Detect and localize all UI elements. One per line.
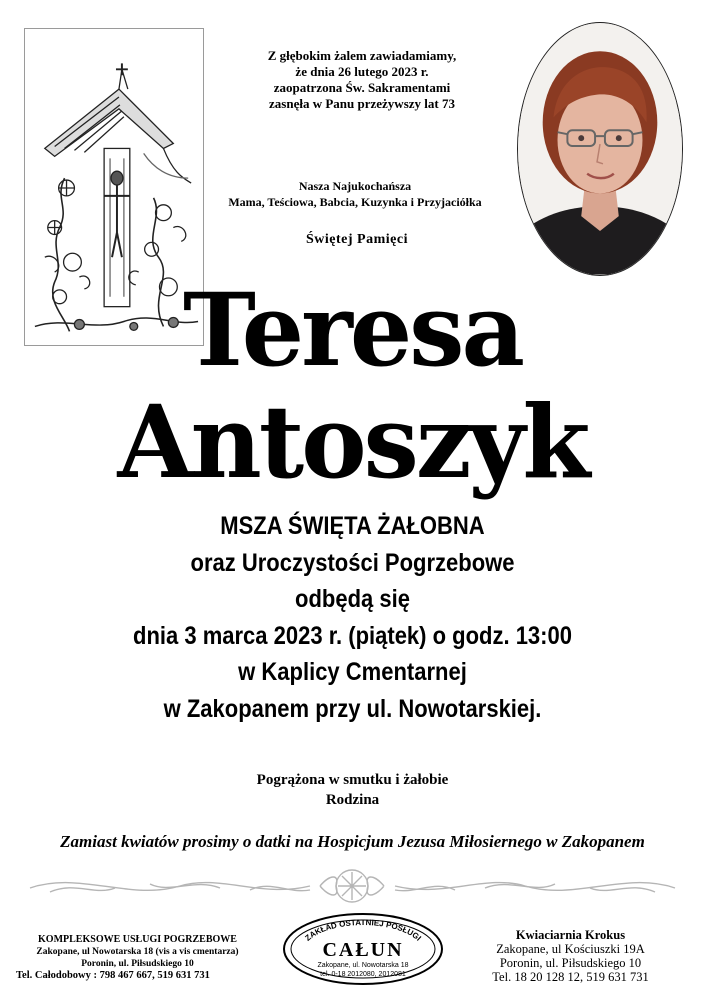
portrait-icon bbox=[518, 23, 682, 275]
service-line: dnia 3 marca 2023 r. (piątek) o godz. 13:00 bbox=[133, 621, 572, 650]
florist-info bbox=[448, 928, 693, 984]
deceased-first-name: Teresa bbox=[182, 271, 523, 389]
family-line: Nasza Najukochańsza bbox=[298, 179, 412, 193]
logo-top-text: ZAKŁAD OSTATNIEJ POSŁUGI bbox=[303, 917, 423, 943]
funeral-home-address-1: Zakopane, ul Nowotarska 18 (vis a vis cmentarza) bbox=[36, 947, 239, 957]
funeral-service-details bbox=[0, 508, 705, 727]
service-line: odbędą się bbox=[295, 585, 410, 613]
calun-logo-icon bbox=[282, 912, 444, 986]
service-line: w Kaplicy Cmentarnej bbox=[238, 658, 467, 686]
mourners-family: Rodzina bbox=[325, 792, 380, 808]
intro-line: zaopatrzona Św. Sakramentami bbox=[273, 80, 451, 95]
ornamental-divider bbox=[20, 866, 685, 906]
florist-address-2: Poronin, ul. Piłsudskiego 10 bbox=[499, 956, 642, 970]
family-relations bbox=[200, 178, 510, 210]
donation-note: Zamiast kwiatów prosimy o datki na Hospicjum Jezusa Miłosiernego w Zakopanem bbox=[60, 832, 645, 851]
service-line: MSZA ŚWIĘTA ŻAŁOBNA bbox=[220, 512, 485, 540]
funeral-home-info bbox=[10, 934, 265, 982]
service-line: oraz Uroczystości Pogrzebowe bbox=[190, 548, 515, 577]
mourners-signature bbox=[0, 770, 705, 810]
memory-label: Świętej Pamięci bbox=[306, 232, 408, 247]
funeral-home-title: KOMPLEKSOWE USŁUGI POGRZEBOWE bbox=[38, 934, 237, 945]
intro-line: zasnęła w Panu przeżywszy lat 73 bbox=[269, 96, 455, 111]
mourners-line: Pogrążona w smutku i żałobie bbox=[256, 772, 449, 788]
florist-phone: Tel. 18 20 128 12, 519 631 731 bbox=[492, 970, 649, 984]
death-announcement-intro bbox=[212, 48, 512, 112]
logo-phone: tel. 0-18 2012080, 2012081 bbox=[320, 971, 406, 978]
logo-name: CAŁUN bbox=[322, 939, 404, 961]
logo-address: Zakopane, ul. Nowotarska 18 bbox=[317, 962, 409, 969]
service-line: w Zakopanem przy ul. Nowotarskiej. bbox=[163, 694, 542, 723]
funeral-home-phone: Tel. Całodobowy : 798 467 667, 519 631 731 bbox=[16, 970, 210, 981]
deceased-last-name: Antoszyk bbox=[117, 383, 588, 501]
calun-logo bbox=[282, 912, 444, 986]
intro-line: że dnia 26 lutego 2023 r. bbox=[295, 64, 429, 79]
florist-address-1: Zakopane, ul Kościuszki 19A bbox=[496, 942, 645, 956]
portrait-photo bbox=[517, 22, 683, 276]
florist-name: Kwiaciarnia Krokus bbox=[515, 928, 626, 942]
funeral-home-address-2: Poronin, ul. Piłsudskiego 10 bbox=[81, 959, 194, 969]
family-line: Mama, Teściowa, Babcia, Kuzynka i Przyjaciółka bbox=[228, 195, 482, 209]
ornament-icon bbox=[20, 866, 685, 906]
intro-line: Z głębokim żalem zawiadamiamy, bbox=[267, 48, 457, 63]
